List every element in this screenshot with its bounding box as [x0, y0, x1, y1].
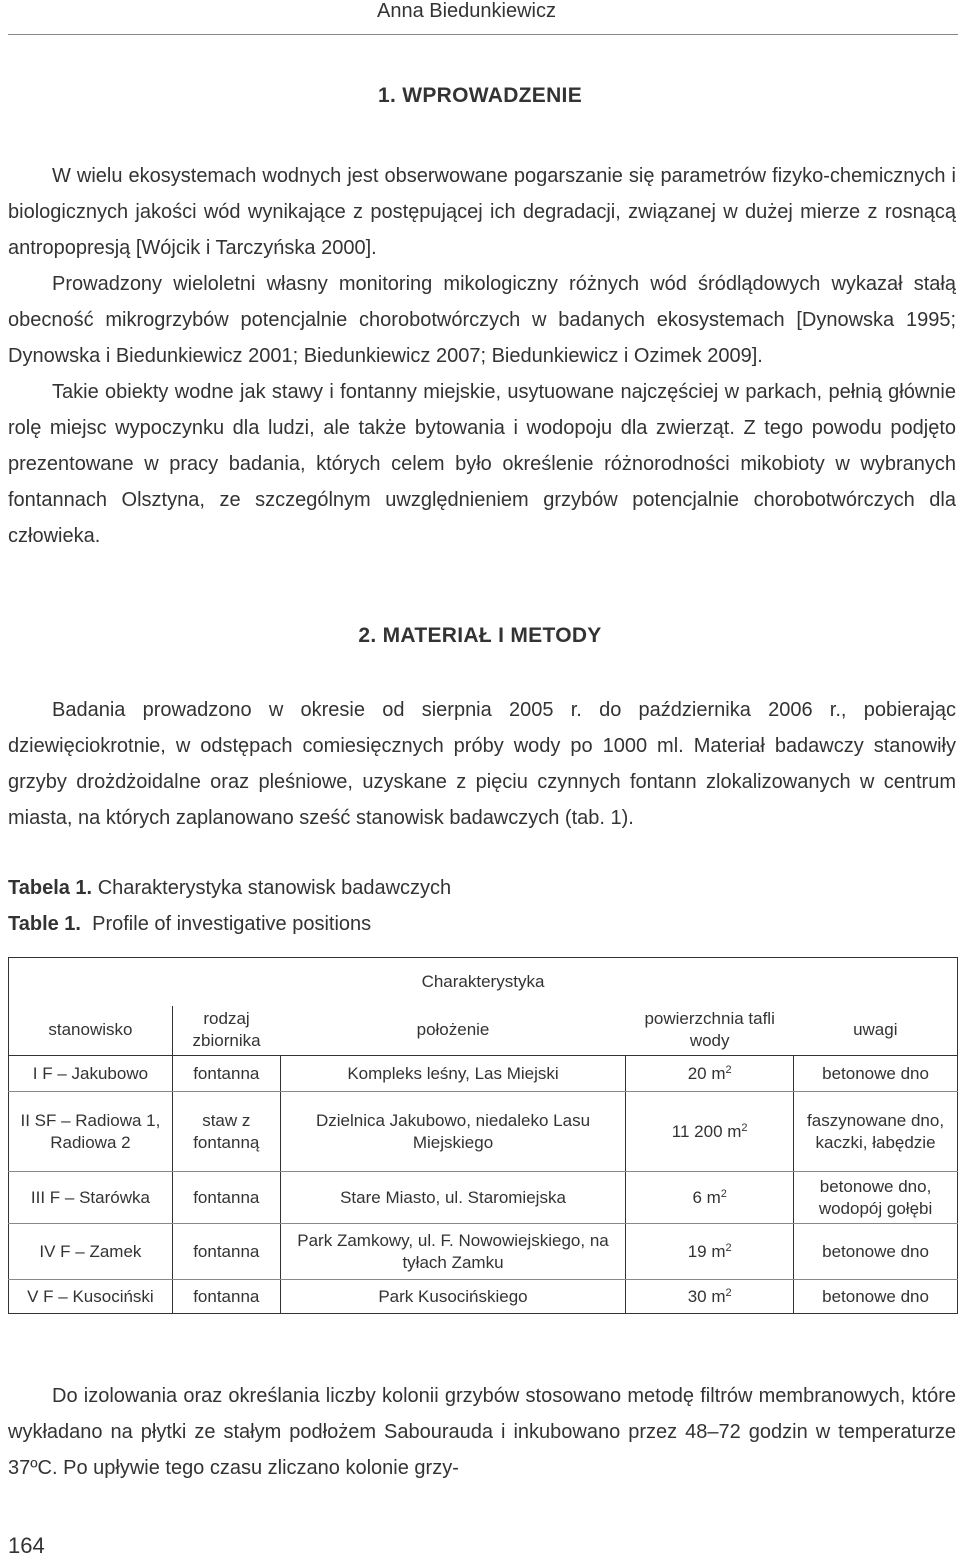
cell-location: Kompleks leśny, Las Miejski: [280, 1056, 626, 1092]
caption-text: Charakterystyka stanowisk badawczych: [97, 877, 452, 899]
cell-notes: betonowe dno, wodopój gołębi: [794, 1172, 958, 1224]
table-caption-pl: [8, 877, 451, 900]
cell-area: [626, 1056, 794, 1092]
cell-area: [626, 1280, 794, 1314]
area-unit-exponent: 2: [725, 1286, 732, 1299]
table-row: [9, 1056, 958, 1092]
table-caption-en: [8, 913, 371, 936]
cell-site: III F – Starówka: [9, 1172, 173, 1224]
area-value: 19 m: [687, 1241, 726, 1261]
cell-type: fontanna: [172, 1056, 280, 1092]
header-divider: [8, 34, 958, 35]
paragraph: Do izolowania oraz określania liczby kolonii grzybów stosowano metodę filtrów membranowych, które wykładano na płytki ze stałym podłożem Sabourauda i inkubowano przez 48–72 godzin w temperaturze 37ºC. Po upływie tego czasu zliczano kolonie grzy-: [8, 1385, 956, 1479]
section-2-body: [8, 692, 956, 836]
table-row: [9, 1172, 958, 1224]
cell-site: V F – Kusociński: [9, 1280, 173, 1314]
caption-label: Tabela 1.: [8, 877, 93, 899]
caption-label: Table 1.: [8, 913, 81, 935]
table-row: [9, 1280, 958, 1314]
area-value: 30 m: [687, 1286, 726, 1306]
area-unit-exponent: 2: [725, 1063, 732, 1076]
cell-type: fontanna: [172, 1172, 280, 1224]
paragraph: Prowadzony wieloletni własny monitoring mikologiczny różnych wód śródlądowych wykazał stałą obecność mikrogrzybów potencjalnie chorobotwórczych w badanych ekosystemach [Dynowska 1995; Dynowska i Biedunkiewicz 2001; Biedunkiewicz 2007; Biedunkiewicz i Ozimek 2009].: [8, 273, 956, 367]
cell-site: IV F – Zamek: [9, 1224, 173, 1280]
cell-area: [626, 1224, 794, 1280]
area-value: 6 m: [692, 1187, 721, 1207]
area-value: 11 200 m: [671, 1121, 742, 1141]
section-2-title: 2. MATERIAŁ I METODY: [358, 624, 602, 647]
area-unit-exponent: 2: [725, 1241, 732, 1254]
cell-site: II SF – Radiowa 1, Radiowa 2: [9, 1092, 173, 1172]
cell-notes: betonowe dno: [794, 1056, 958, 1092]
cell-type: staw z fontanną: [172, 1092, 280, 1172]
column-header: rodzaj zbiornika: [172, 1006, 280, 1056]
area-unit-exponent: 2: [741, 1121, 748, 1134]
section-1-body: [8, 158, 956, 554]
cell-type: fontanna: [172, 1224, 280, 1280]
paragraph: W wielu ekosystemach wodnych jest obserwowane pogarszanie się parametrów fizyko-chemicznych i biologicznych jakości wód wynikające z postępującej ich degradacji, związanej w dużej mierze z rosnącą antropopresją [Wójcik i Tarczyńska 2000].: [8, 165, 956, 259]
column-header: uwagi: [794, 1006, 958, 1056]
cell-area: [626, 1092, 794, 1172]
sites-table: [8, 957, 958, 1314]
table-row: [9, 1224, 958, 1280]
section-1-title: 1. WPROWADZENIE: [377, 84, 582, 107]
cell-location: Park Kusocińskiego: [280, 1280, 626, 1314]
cell-location: Stare Miasto, ul. Staromiejska: [280, 1172, 626, 1224]
cell-notes: faszynowane dno, kaczki, łabędzie: [794, 1092, 958, 1172]
column-header: powierzchnia tafli wody: [626, 1006, 794, 1056]
area-value: 20 m: [687, 1063, 726, 1083]
page-number: 164: [8, 1533, 45, 1558]
cell-site: I F – Jakubowo: [9, 1056, 173, 1092]
cell-location: Dzielnica Jakubowo, niedaleko Lasu Miejskiego: [280, 1092, 626, 1172]
cell-area: [626, 1172, 794, 1224]
column-header: położenie: [280, 1006, 626, 1056]
cell-type: fontanna: [172, 1280, 280, 1314]
paragraph: Takie obiekty wodne jak stawy i fontanny miejskie, usytuowane najczęściej w parkach, pełnią głównie rolę miejsc wypoczynku dla ludzi, ale także bytowania i wodopoju dla zwierząt. Z tego powodu podjęto prezentowane w pracy badania, których celem było określenie różnorodności mikobioty w wybranych fontannach Olsztyna, ze szczególnym uwzględnieniem grzybów potencjalnie chorobotwórczych dla człowieka.: [8, 381, 956, 547]
column-header: stanowisko: [9, 1006, 173, 1056]
after-table-body: [8, 1378, 956, 1486]
caption-text: Profile of investigative positions: [92, 913, 372, 935]
cell-notes: betonowe dno: [794, 1280, 958, 1314]
group-header: Charakterystyka: [9, 958, 958, 1006]
paragraph: Badania prowadzono w okresie od sierpnia 2005 r. do października 2006 r., pobierając dziewięciokrotnie, w odstępach comiesięcznych próby wody po 1000 ml. Materiał badawczy stanowiły grzyby drożdżoidalne oraz pleśniowe, uzyskane z pięciu czynnych fontann zlokalizowanych w centrum miasta, na których zaplanowano sześć stanowisk badawczych (tab. 1).: [8, 699, 956, 829]
cell-notes: betonowe dno: [794, 1224, 958, 1280]
table-row: [9, 1092, 958, 1172]
cell-location: Park Zamkowy, ul. F. Nowowiejskiego, na tyłach Zamku: [280, 1224, 626, 1280]
running-header: Anna Biedunkiewicz: [377, 0, 556, 22]
area-unit-exponent: 2: [720, 1187, 727, 1200]
